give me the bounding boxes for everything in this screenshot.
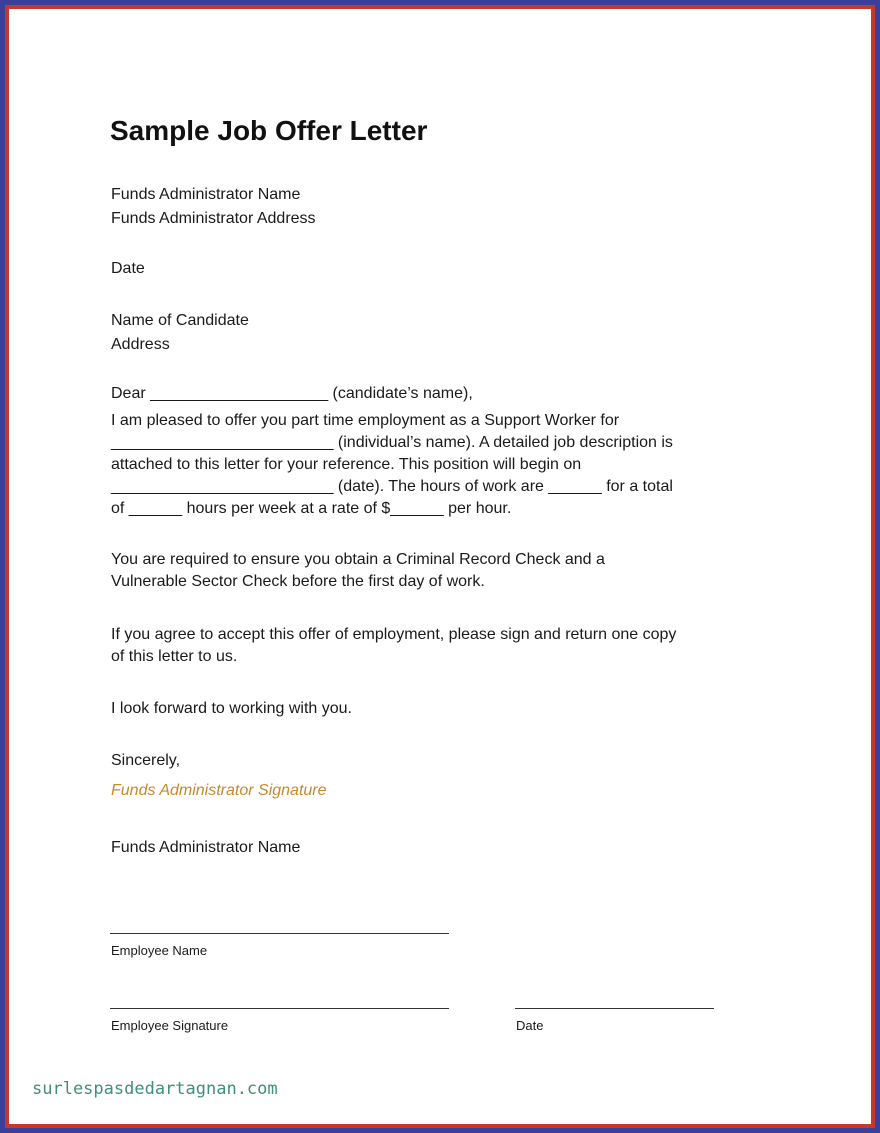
recipient-name: Name of Candidate	[111, 312, 249, 329]
paragraph-4: I look forward to working with you.	[111, 700, 352, 717]
date-sign-label: Date	[516, 1018, 544, 1033]
administrator-signature: Funds Administrator Signature	[111, 782, 327, 799]
recipient-address: Address	[111, 336, 170, 353]
paragraph-1-line: I am pleased to offer you part time employment as a Support Worker for	[111, 412, 620, 429]
paragraph-2-line: Vulnerable Sector Check before the first day of work.	[111, 573, 485, 590]
paragraph-1-line: of ______ hours per week at a rate of $______ per hour.	[111, 500, 512, 517]
date-line: Date	[111, 260, 145, 277]
paragraph-3-line: If you agree to accept this offer of employment, please sign and return one copy	[111, 626, 677, 643]
signer-name: Funds Administrator Name	[111, 839, 301, 856]
closing: Sincerely,	[111, 752, 181, 769]
employee-signature-line	[110, 1008, 449, 1009]
employee-name-line	[110, 933, 449, 934]
page-title: Sample Job Offer Letter	[110, 115, 428, 146]
paragraph-1-line: _________________________ (date). The hours of work are ______ for a total	[111, 478, 673, 495]
watermark: surlespasdedartagnan.com	[32, 1079, 278, 1099]
employee-name-label: Employee Name	[111, 943, 208, 958]
paragraph-1-line: _________________________ (individual’s name). A detailed job description is	[111, 434, 673, 451]
paragraph-2-line: You are required to ensure you obtain a Criminal Record Check and a	[111, 551, 605, 568]
paragraph-3-line: of this letter to us.	[111, 648, 238, 665]
date-sign-line	[515, 1008, 714, 1009]
salutation: Dear ____________________ (candidate’s name),	[111, 385, 473, 402]
sender-address: Funds Administrator Address	[111, 210, 316, 227]
employee-signature-label: Employee Signature	[111, 1018, 229, 1033]
sender-name: Funds Administrator Name	[111, 186, 301, 203]
paragraph-1-line: attached to this letter for your reference. This position will begin on	[111, 456, 582, 473]
